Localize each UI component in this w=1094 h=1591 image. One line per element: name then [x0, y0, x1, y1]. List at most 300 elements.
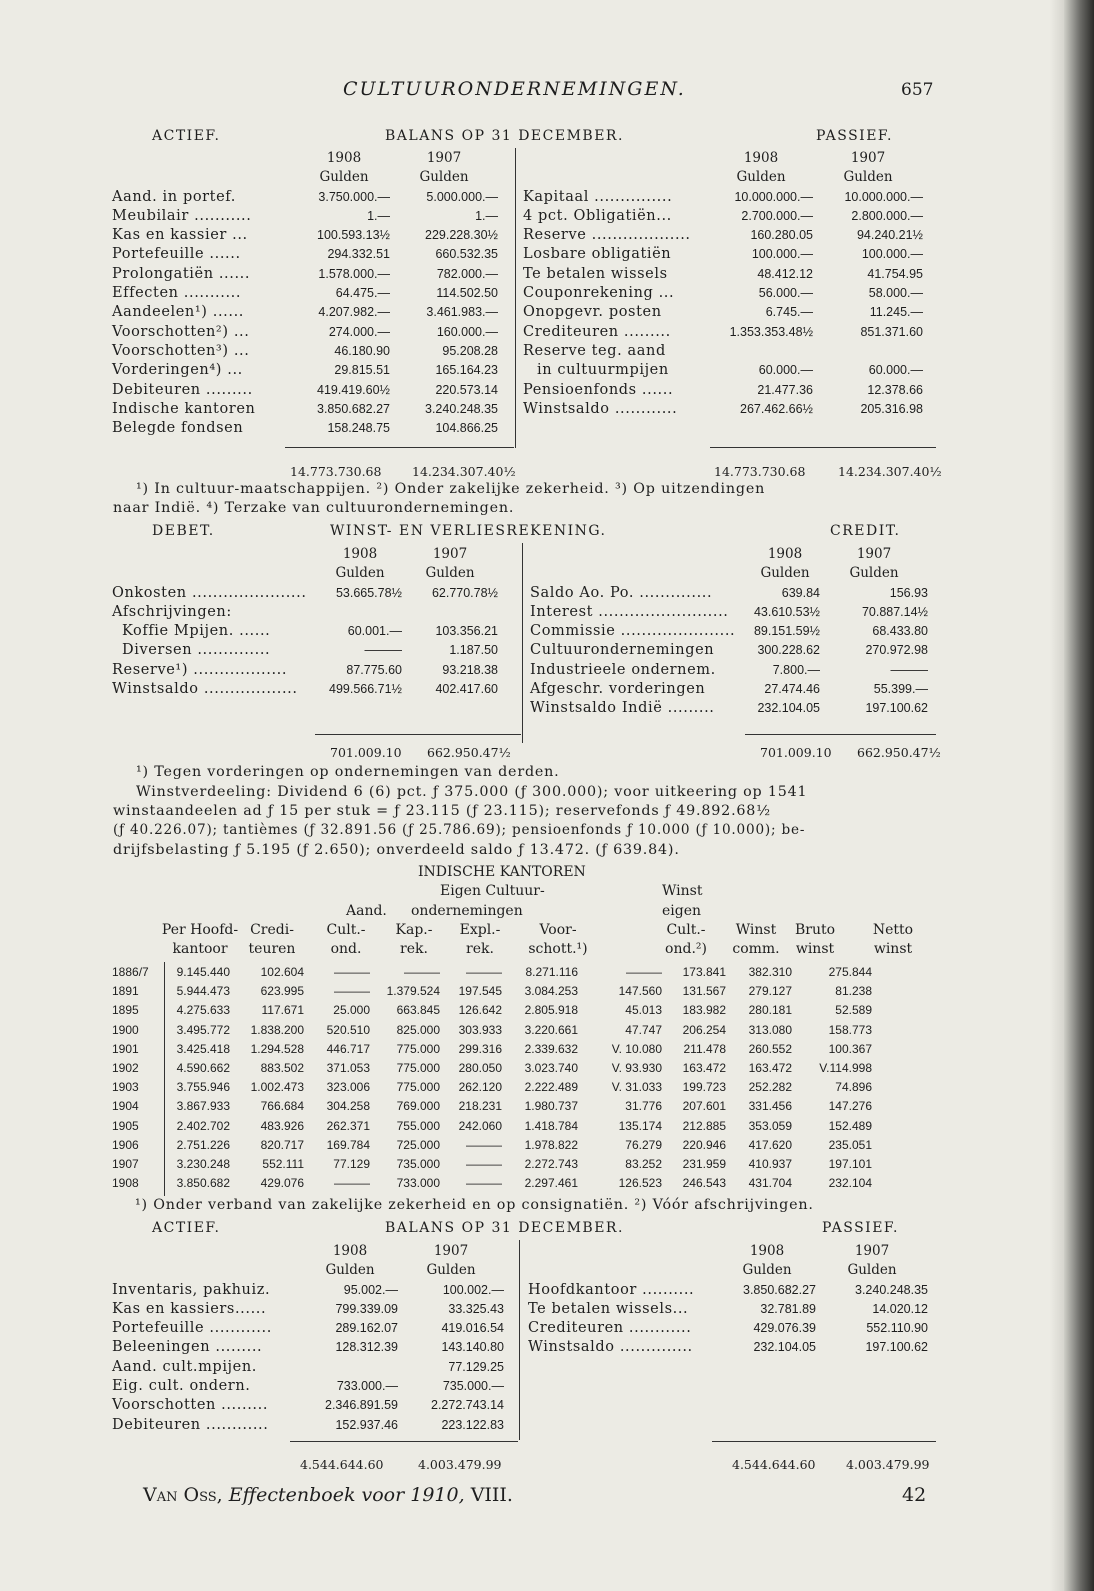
- row-value: 158.248.75: [327, 421, 390, 436]
- row-value: 8.271.116: [525, 965, 578, 979]
- winstverdeeling-line4: drijfsbelasting ƒ 5.195 (ƒ 2.650); onverdeeld saldo ƒ 13.472. (ƒ 639.84).: [113, 842, 680, 858]
- row-value: 53.665.78½: [335, 585, 402, 600]
- row-value: 60.000.—: [758, 363, 813, 378]
- row-value: 431.704: [748, 1176, 792, 1191]
- row-value: 755.000: [396, 1118, 440, 1133]
- row-value: 775.000: [396, 1080, 440, 1095]
- row-value: 382.310: [748, 965, 792, 979]
- row-value: [813, 342, 923, 361]
- row-value: 735.000.—: [442, 1379, 504, 1394]
- row-value: 6.745.—: [765, 305, 813, 320]
- row-value: 160.280.05: [750, 228, 813, 243]
- row-value: 11.245.—: [869, 305, 923, 320]
- table-row: [112, 603, 498, 622]
- row-value: 2.700.000.—: [741, 208, 813, 223]
- row-value: 47.747: [625, 1022, 662, 1037]
- footer-volume: VIII.: [470, 1484, 513, 1506]
- row-value: 12.378.66: [867, 382, 923, 397]
- table-row: [112, 265, 498, 284]
- row-value: 10.000.000.—: [734, 189, 813, 204]
- row-value: 128.312.39: [335, 1340, 398, 1355]
- table-row: [523, 226, 923, 245]
- row-value: 3.220.661: [524, 1022, 578, 1037]
- table-row: [112, 400, 498, 419]
- row-label: Aandeelen¹) ......: [112, 304, 244, 321]
- row-value: 147.276: [828, 1099, 872, 1114]
- row-value: 3.850.682.27: [317, 401, 390, 416]
- row-label: Couponrekening ...: [523, 285, 675, 302]
- row-value: 31.776: [625, 1099, 662, 1114]
- row-value: V.114.998: [819, 1061, 872, 1076]
- row-label: Afgeschr. vorderingen: [530, 681, 706, 698]
- row-year: 1904: [112, 1099, 139, 1114]
- winst-total-right-1907: 662.950.47½: [857, 745, 941, 760]
- table-row: [523, 400, 923, 419]
- row-value: 156.93: [889, 585, 928, 600]
- row-label: Reserve teg. aand: [523, 342, 666, 359]
- row-value: 274.000.—: [328, 324, 390, 339]
- row-value: 102.604: [260, 965, 304, 979]
- row-value: 262.120: [458, 1080, 502, 1095]
- balans1-divider: [515, 148, 516, 448]
- row-value: 725.000: [396, 1137, 440, 1152]
- table-row: [112, 1396, 504, 1415]
- winst-total-right-1908: 701.009.10: [760, 745, 832, 760]
- row-label: Kas en kassiers......: [112, 1300, 267, 1317]
- row-value: 41.754.95: [867, 266, 923, 281]
- row-value: 1.418.784: [524, 1118, 578, 1133]
- row-value: 280.181: [748, 1003, 792, 1018]
- winst-total-left-1907: 662.950.47½: [427, 745, 511, 760]
- row-value: 232.104.05: [753, 1340, 816, 1355]
- row-year: 1891: [112, 984, 139, 999]
- row-value: 313.080: [748, 1022, 792, 1037]
- indische-col-header: rek.: [466, 941, 494, 957]
- table-row: [523, 342, 923, 361]
- row-value: 163.472: [748, 1061, 792, 1076]
- table-row: [523, 188, 923, 207]
- row-value: 163.472: [682, 1061, 726, 1076]
- table-row: [112, 1338, 504, 1357]
- table-row: [112, 1097, 874, 1116]
- row-value: 252.282: [748, 1080, 792, 1095]
- row-value: 74.896: [835, 1080, 872, 1095]
- row-label: Pensioenfonds ......: [523, 381, 674, 398]
- winst-left-total-rule: [315, 734, 521, 735]
- indische-head-winst: Winst: [662, 883, 703, 899]
- row-value: 371.053: [326, 1061, 370, 1076]
- balans2-right-total-rule: [712, 1441, 936, 1442]
- row-value: 2.272.743: [524, 1157, 578, 1172]
- table-row: [112, 1117, 874, 1136]
- footer-book: Effectenboek voor 1910,: [228, 1484, 465, 1506]
- row-value: 232.104: [828, 1176, 872, 1191]
- row-value: 100.593.13½: [317, 228, 390, 243]
- row-value: 126.642: [458, 1003, 502, 1018]
- row-value: 417.620: [748, 1137, 792, 1152]
- table-row: [530, 584, 928, 603]
- row-year: 1886/7: [112, 965, 149, 979]
- table-row: [528, 1281, 928, 1300]
- table-row: [523, 361, 923, 380]
- row-value: 303.933: [458, 1022, 502, 1037]
- row-label: Koffie Mpijen. ......: [122, 623, 271, 640]
- row-value: 419.419.60½: [317, 382, 390, 397]
- row-value: 87.775.60: [346, 662, 402, 677]
- indische-col-header: schott.¹): [528, 941, 588, 957]
- table-row: [112, 584, 498, 603]
- indische-col-header: kantoor: [172, 941, 228, 957]
- row-value: 211.478: [683, 1041, 726, 1056]
- row-value: 95.208.28: [442, 343, 498, 358]
- table-row: [112, 1416, 504, 1435]
- row-value: 95.002.—: [343, 1282, 398, 1297]
- row-label: Portefeuille ......: [112, 246, 241, 263]
- row-label: Eig. cult. ondern.: [112, 1378, 251, 1395]
- row-label: Te betalen wissels: [523, 265, 668, 282]
- row-value: 3.084.253: [524, 984, 578, 999]
- row-label: Winstsaldo ............: [523, 400, 678, 417]
- row-label: Hoofdkantoor ..........: [528, 1281, 695, 1298]
- row-value: 242.060: [458, 1118, 502, 1133]
- row-value: 289.162.07: [335, 1321, 398, 1336]
- row-value: 76.279: [625, 1137, 662, 1152]
- balans2-total-left-1908: 4.544.644.60: [300, 1457, 384, 1472]
- row-value: ———: [334, 1176, 370, 1191]
- row-label: Voorschotten²) ...: [112, 323, 250, 340]
- table-row: [112, 381, 498, 400]
- row-value: 483.926: [260, 1118, 304, 1133]
- row-value: 77.129: [333, 1157, 370, 1172]
- row-label: Prolongatiën ......: [112, 265, 251, 282]
- row-value: 1.294.528: [250, 1041, 304, 1056]
- indische-col-header: ond.²): [665, 941, 707, 957]
- row-value: 3.461.983.—: [426, 305, 498, 320]
- balans1-right-total-rule: [710, 447, 936, 448]
- winst-title: WINST- EN VERLIESREKENING.: [330, 523, 607, 539]
- indische-col-header: Per Hoofd-: [161, 922, 239, 938]
- footer-author: Van Oss,: [143, 1484, 223, 1506]
- table-row: [523, 381, 923, 400]
- row-value: 331.456: [748, 1099, 792, 1114]
- row-value: 552.110.90: [866, 1321, 928, 1336]
- indische-col-header: Netto: [872, 922, 914, 938]
- row-value: 29.815.51: [334, 363, 390, 378]
- row-value: 197.101: [828, 1157, 872, 1172]
- table-row: [523, 284, 923, 303]
- row-value: 25.000: [333, 1003, 370, 1018]
- table-row: [523, 303, 923, 322]
- row-value: 446.717: [326, 1041, 370, 1056]
- indische-head-eigen2: eigen: [662, 903, 702, 919]
- row-value: 58.000.—: [868, 286, 923, 301]
- row-label: Effecten ...........: [112, 285, 242, 302]
- balans1-passief-title: PASSIEF.: [816, 128, 893, 144]
- row-label: Meubilair ...........: [112, 207, 252, 224]
- row-value: 851.371.60: [860, 324, 923, 339]
- row-value: 2.272.743.14: [431, 1398, 504, 1413]
- row-value: ———: [466, 1176, 502, 1191]
- row-value: 60.000.—: [868, 363, 923, 378]
- row-value: 552.111: [262, 1157, 304, 1172]
- row-value: 1.187.50: [449, 643, 498, 658]
- winstverdeeling-line2: winstaandeelen ad ƒ 15 per stuk = ƒ 23.115 (ƒ 23.115); reservefonds ƒ 49.892.68½: [113, 803, 771, 819]
- indische-col-header: Voor-: [539, 922, 577, 938]
- row-year: 1901: [112, 1041, 139, 1056]
- table-row: [530, 641, 928, 660]
- row-label: Aand. cult.mpijen.: [112, 1358, 257, 1375]
- row-value: 1.—: [367, 208, 390, 223]
- row-value: 304.258: [326, 1099, 370, 1114]
- row-value: 48.412.12: [757, 266, 813, 281]
- row-value: 199.723: [682, 1080, 726, 1095]
- row-value: 169.784: [326, 1137, 370, 1152]
- row-value: 3.425.418: [176, 1041, 230, 1056]
- row-value: 103.356.21: [435, 624, 498, 639]
- row-label: Diversen ..............: [122, 642, 271, 659]
- row-value: 220.573.14: [435, 382, 498, 397]
- row-label: Reserve¹) ..................: [112, 661, 288, 678]
- balans2-left-total-rule: [290, 1441, 518, 1442]
- table-row: [112, 188, 498, 207]
- row-year: 1902: [112, 1061, 139, 1076]
- row-value: 3.850.682: [176, 1176, 230, 1191]
- row-value: 43.610.53½: [753, 604, 820, 619]
- indische-col-header: Cult.-: [666, 922, 706, 938]
- row-value: 663.845: [396, 1003, 440, 1018]
- indische-col-header: Credi-: [250, 922, 294, 938]
- balans1-total-left-1907: 14.234.307.40½: [412, 464, 516, 479]
- row-value: 769.000: [396, 1099, 440, 1114]
- row-value: 94.240.21½: [856, 228, 923, 243]
- table-row: [112, 284, 498, 303]
- row-value: 2.805.918: [524, 1003, 578, 1018]
- table-row: [530, 661, 928, 680]
- indische-footnote: ¹) Onder verband van zakelijke zekerheid en op consignatiën. ²) Vóór afschrijvingen.: [135, 1197, 814, 1213]
- row-value: 735.000: [396, 1157, 440, 1172]
- running-header: CULTUURONDERNEMINGEN.: [343, 78, 686, 100]
- row-value: 117.671: [261, 1003, 304, 1018]
- page-gutter-shade: [1050, 0, 1064, 1591]
- winstverdeeling-line1: Winstverdeeling: Dividend 6 (6) pct. ƒ 375.000 (ƒ 300.000); voor uitkeering op 1541: [136, 784, 808, 800]
- table-row: [112, 1001, 874, 1020]
- row-value: 158.773: [828, 1022, 872, 1037]
- row-label: Industrieele ondernem.: [530, 661, 716, 678]
- table-row: [112, 226, 498, 245]
- row-value: 100.000.—: [861, 247, 923, 262]
- row-value: ———: [466, 965, 502, 979]
- row-value: 279.127: [748, 984, 792, 999]
- row-value: 21.477.36: [757, 382, 813, 397]
- row-value: 68.433.80: [872, 624, 928, 639]
- row-label: Vorderingen⁴) ...: [112, 362, 243, 379]
- indische-table: [112, 963, 874, 1193]
- table-row: [112, 641, 498, 660]
- table-row: [112, 1174, 874, 1193]
- row-label: Saldo Ao. Po. ..............: [530, 584, 713, 601]
- table-row: [112, 1136, 874, 1155]
- row-value: ———: [466, 1157, 502, 1172]
- row-value: 100.000.—: [751, 247, 813, 262]
- row-value: 152.937.46: [335, 1417, 398, 1432]
- row-value: 62.770.78½: [431, 585, 498, 600]
- table-row: [112, 361, 498, 380]
- row-value: ———: [466, 1137, 502, 1152]
- table-row: [528, 1319, 928, 1338]
- row-value: 766.684: [260, 1099, 304, 1114]
- table-row: [112, 1358, 504, 1377]
- row-value: 231.959: [682, 1157, 726, 1172]
- indische-col-header: comm.: [732, 941, 780, 957]
- row-value: 70.887.14½: [861, 604, 928, 619]
- row-label: Inventaris, pakhuiz.: [112, 1281, 271, 1298]
- row-label: Afschrijvingen:: [112, 603, 232, 620]
- row-value: 520.510: [326, 1022, 370, 1037]
- row-value: 56.000.—: [758, 286, 813, 301]
- row-year: 1906: [112, 1137, 139, 1152]
- row-value: 1.353.353.48½: [729, 324, 813, 339]
- table-row: [112, 303, 498, 322]
- table-row: [523, 323, 923, 342]
- row-value: 3.495.772: [176, 1022, 230, 1037]
- row-value: [709, 342, 813, 361]
- table-row: [112, 419, 498, 438]
- row-value: 353.059: [748, 1118, 792, 1133]
- row-label: Winstsaldo ..............: [528, 1339, 693, 1356]
- row-value: 100.002.—: [442, 1282, 504, 1297]
- row-value: 1.379.524: [386, 984, 440, 999]
- row-label: Debiteuren .........: [112, 381, 253, 398]
- row-label: Voorschotten³) ...: [112, 342, 250, 359]
- footer-sheet-number: 42: [902, 1484, 927, 1506]
- row-label: Portefeuille ............: [112, 1320, 272, 1337]
- row-value: 410.937: [748, 1157, 792, 1172]
- row-value: 81.238: [835, 984, 872, 999]
- row-value: 197.100.62: [865, 1340, 928, 1355]
- winstverdeeling-line3: (ƒ 40.226.07); tantièmes (ƒ 32.891.56 (ƒ 25.786.69); pensioenfonds ƒ 10.000 (ƒ 10.000); be-: [113, 822, 806, 838]
- balans1-actief-title: ACTIEF.: [152, 128, 221, 144]
- row-label: Crediteuren ............: [528, 1320, 692, 1337]
- row-value: 639.84: [781, 585, 820, 600]
- row-label: in cultuurmpijen: [537, 362, 669, 379]
- row-year: 1905: [112, 1118, 139, 1133]
- row-value: 45.013: [625, 1003, 662, 1018]
- row-label: Interest .........................: [530, 603, 729, 620]
- row-label: Onkosten ......................: [112, 584, 307, 601]
- row-value: 280.050: [458, 1061, 502, 1076]
- row-label: Onopgevr. posten: [523, 304, 662, 321]
- indische-col-header: rek.: [400, 941, 428, 957]
- indische-col-header: Kap.-: [395, 922, 433, 938]
- row-value: 623.995: [260, 984, 304, 999]
- indische-head-eigen: Eigen Cultuur-: [440, 883, 545, 899]
- table-row: [523, 245, 923, 264]
- row-value: 114.502.50: [436, 286, 498, 301]
- table-row: [112, 1155, 874, 1174]
- table-row: [112, 323, 498, 342]
- table-row: [112, 1300, 504, 1319]
- row-value: ———: [890, 662, 928, 677]
- row-label: Debiteuren ............: [112, 1416, 269, 1433]
- row-value: 2.346.891.59: [325, 1398, 398, 1413]
- row-value: 3.750.000.—: [318, 189, 390, 204]
- row-value: 32.781.89: [760, 1301, 816, 1316]
- table-row: [112, 661, 498, 680]
- row-value: 232.104.05: [757, 701, 820, 716]
- row-label: Belegde fondsen: [112, 420, 244, 437]
- winst-total-left-1908: 701.009.10: [330, 745, 402, 760]
- row-value: 55.399.—: [873, 682, 928, 697]
- row-value: 46.180.90: [334, 343, 390, 358]
- row-value: 820.717: [260, 1137, 304, 1152]
- footnote2: ¹) Tegen vorderingen op ondernemingen van derden.: [136, 764, 560, 780]
- row-value: [402, 603, 498, 622]
- row-value: 64.475.—: [335, 286, 390, 301]
- row-value: 89.151.59½: [753, 624, 820, 639]
- row-value: 143.140.80: [441, 1340, 504, 1355]
- row-value: 1.978.822: [524, 1137, 578, 1152]
- row-value: 3.240.248.35: [425, 401, 498, 416]
- row-value: 126.523: [618, 1176, 662, 1191]
- indische-col-header: winst: [795, 941, 835, 957]
- row-value: 83.252: [625, 1157, 662, 1172]
- row-value: 402.417.60: [435, 682, 498, 697]
- footer-citation: [143, 1484, 513, 1506]
- row-value: 5.000.000.—: [426, 189, 498, 204]
- balans1-total-left-1908: 14.773.730.68: [290, 464, 382, 479]
- row-value: 147.560: [618, 984, 662, 999]
- table-row: [112, 342, 498, 361]
- row-value: 825.000: [396, 1022, 440, 1037]
- table-row: [112, 1319, 504, 1338]
- row-value: 206.254: [682, 1022, 726, 1037]
- table-row: [530, 699, 928, 718]
- table-row: [112, 207, 498, 226]
- row-label: Aand. in portef.: [112, 188, 236, 205]
- row-value: 7.800.—: [772, 662, 820, 677]
- row-value: 775.000: [396, 1061, 440, 1076]
- row-value: 93.218.38: [442, 662, 498, 677]
- row-value: 205.316.98: [860, 401, 923, 416]
- table-row: [112, 963, 874, 982]
- row-value: 3.023.740: [524, 1061, 578, 1076]
- table-row: [530, 680, 928, 699]
- balans1-total-right-1907: 14.234.307.40½: [838, 464, 942, 479]
- balans1-title: BALANS OP 31 DECEMBER.: [385, 128, 624, 144]
- balans1-left-total-rule: [285, 447, 514, 448]
- row-value: 1.578.000.—: [318, 266, 390, 281]
- row-value: 733.000.—: [336, 1379, 398, 1394]
- row-value: 183.982: [682, 1003, 726, 1018]
- row-label: Te betalen wissels...: [528, 1300, 689, 1317]
- row-value: 4.275.633: [176, 1003, 230, 1018]
- table-row: [112, 1078, 874, 1097]
- balans2-total-left-1907: 4.003.479.99: [418, 1457, 502, 1472]
- balans2-actief-table: 1908 1907 Gulden Gulden Inventaris, pakhuiz. 95.002.— 100.002.— Kas en kassiers...... 799.339.09 33.325.43 Portefeuille ............ 289.162.07 419.016.54 Beleeningen ......... 128.312.39 143.140.80 Aand. cult.mpijen. 77.129.25 Eig. cult. ondern. 733.000.— 735.000.— Voorschotten ......... 2.346.891.59 2.272.743.14 Debiteuren ............ 152.937.46 223.122.83: [112, 1242, 504, 1435]
- row-year: 1908: [112, 1176, 139, 1191]
- row-value: 260.552: [748, 1041, 792, 1056]
- winst-divider: [522, 543, 523, 743]
- table-row: [523, 265, 923, 284]
- row-label: Winstsaldo Indië .........: [530, 700, 715, 717]
- row-value: [318, 603, 402, 622]
- row-value: [302, 1358, 398, 1377]
- winst-credit-title: CREDIT.: [830, 523, 901, 539]
- row-year: 1903: [112, 1080, 139, 1095]
- row-value: 3.867.933: [176, 1099, 230, 1114]
- row-value: 267.462.66½: [740, 401, 813, 416]
- balans2-divider: [519, 1240, 520, 1440]
